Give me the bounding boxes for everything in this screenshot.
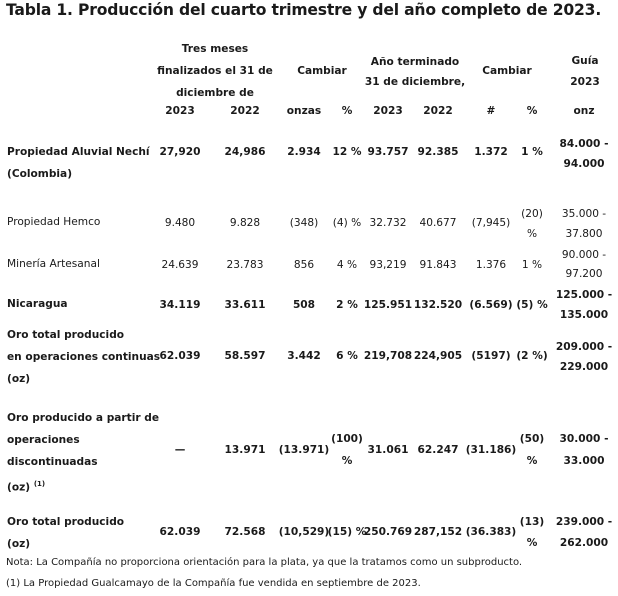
row-label: Oro total producido en operaciones continuas (oz) [7,329,161,385]
cell-year-pct: 1 % [521,259,543,271]
subheader-q2022: 2022 [230,105,260,117]
cell-q2022: 24,986 [224,146,266,158]
cell-change: 856 [293,259,315,271]
row-label: Oro producido a partir de operaciones discontinuadas (oz) $^{(1)}$ [7,412,160,494]
cell-q2023: 62.039 [159,350,201,362]
cell-q2023: 24.639 [161,259,199,271]
cell-y2023: 250.769 [363,526,413,538]
cell-q2022: 33.611 [224,299,266,311]
cell-guide-2: 94.000 [563,158,605,170]
cell-year-change: (5197) [471,350,511,362]
cell-guide-2: 229.000 [559,361,609,373]
cell-change: 3.442 [287,350,321,362]
cell-guide-1: 239.000 - [555,516,613,528]
cell-guide-1: 35.000 - [561,208,607,220]
header-three-months-1: Tres meses [181,43,249,55]
cell-year-change: 1.376 [475,259,507,271]
row-label: Nicaragua [7,298,68,310]
subheader-pct: % [341,105,353,117]
cell-year-pct-1: (50) [519,433,545,445]
cell-y2022: 92.385 [417,146,459,158]
cell-year-pct: (2 %) [516,350,548,362]
subheader-y2023: 2023 [373,105,403,117]
cell-pct: 4 % [336,259,358,271]
cell-y2022: 62.247 [417,444,459,456]
row-label: Oro total producido (oz) [7,516,125,550]
cell-year-pct-1: (20) [521,208,543,220]
cell-pct: (15) % [327,526,367,538]
table-title: Tabla 1. Producción del cuarto trimestre y del año completo de 2023. [6,1,602,19]
header-three-months-2: finalizados el 31 de [157,65,273,77]
row-label: Propiedad Hemco [7,216,101,228]
cell-y2023: 32.732 [369,217,407,229]
row-label: Minería Artesanal [7,258,100,270]
cell-year-change: (6.569) [469,299,513,311]
cell-year-change: (36.383) [465,526,517,538]
cell-pct-2: % [341,455,353,467]
cell-q2023: — [174,444,186,456]
cell-y2023: 93.757 [367,146,409,158]
footnote-text: Nota: La Compañía no proporciona orientación para la plata, ya que la tratamos como un subproducto. [6,557,523,568]
cell-q2023: 34.119 [159,299,201,311]
cell-q2023: 9.480 [164,217,196,229]
footnote-text: (1) La Propiedad Gualcamayo de la Compañía fue vendida en septiembre de 2023. [6,578,421,589]
cell-q2022: 13.971 [224,444,266,456]
cell-guide-2: 37.800 [565,228,603,240]
header-year-ended-2: 31 de diciembre, [364,76,466,88]
cell-y2022: 132.520 [413,299,463,311]
cell-q2022: 23.783 [226,259,264,271]
cell-y2023: 93,219 [369,259,407,271]
subheader-q2023: 2023 [165,105,195,117]
cell-q2022: 9.828 [229,217,261,229]
cell-pct-1: (100) [331,433,363,445]
cell-year-change: 1.372 [474,146,508,158]
subheader-count: # [486,105,496,117]
cell-year-pct: 1 % [521,146,543,158]
cell-y2022: 287,152 [413,526,463,538]
header-guide-2: 2023 [570,76,600,88]
cell-y2023: 219,708 [363,350,413,362]
cell-year-pct: (5) % [516,299,548,311]
header-change-2: Cambiar [482,65,532,77]
cell-year-pct-2: % [526,537,538,549]
cell-year-change: (31.186) [465,444,517,456]
cell-change: 508 [292,299,316,311]
subheader-unit: onz [573,105,595,117]
header-change: Cambiar [297,65,347,77]
cell-y2022: 91.843 [419,259,457,271]
cell-guide-1: 209.000 - [555,341,613,353]
cell-change: (10,529) [278,526,330,538]
header-three-months-3: diciembre de [176,87,254,99]
cell-guide-2: 262.000 [559,537,609,549]
cell-guide-2: 97.200 [565,268,603,280]
cell-q2023: 62.039 [159,526,201,538]
cell-year-pct-1: (13) [519,516,545,528]
header-year-ended-1: Año terminado [370,56,460,68]
cell-change: (13.971) [278,444,330,456]
cell-guide-2: 33.000 [563,455,605,467]
header-guide-1: Guía [571,55,599,67]
cell-y2022: 224,905 [413,350,463,362]
cell-guide-1: 125.000 - [555,289,613,301]
cell-guide-2: 135.000 [559,309,609,321]
cell-guide-1: 30.000 - [559,433,609,445]
cell-change: (348) [289,217,319,229]
subheader-ounces: onzas [286,105,322,117]
cell-year-pct-2: % [526,455,538,467]
cell-guide-1: 84.000 - [559,138,609,150]
cell-y2023: 125.951 [363,299,413,311]
cell-year-change: (7,945) [471,217,511,229]
cell-q2022: 58.597 [224,350,266,362]
cell-pct: (4) % [332,217,362,229]
cell-pct: 2 % [336,299,358,311]
subheader-y2022: 2022 [423,105,453,117]
cell-pct: 12 % [332,146,362,158]
cell-q2022: 72.568 [224,526,266,538]
cell-pct: 6 % [336,350,358,362]
row-label: Propiedad Aluvial Nechí (Colombia) [7,146,150,180]
cell-guide-1: 90.000 - [561,249,607,261]
subheader-pct-2: % [526,105,538,117]
cell-y2023: 31.061 [367,444,409,456]
cell-q2023: 27,920 [159,146,201,158]
footnote-marker: (1) [33,480,46,488]
cell-change: 2.934 [287,146,321,158]
cell-year-pct-2: % [526,228,538,240]
cell-y2022: 40.677 [419,217,457,229]
